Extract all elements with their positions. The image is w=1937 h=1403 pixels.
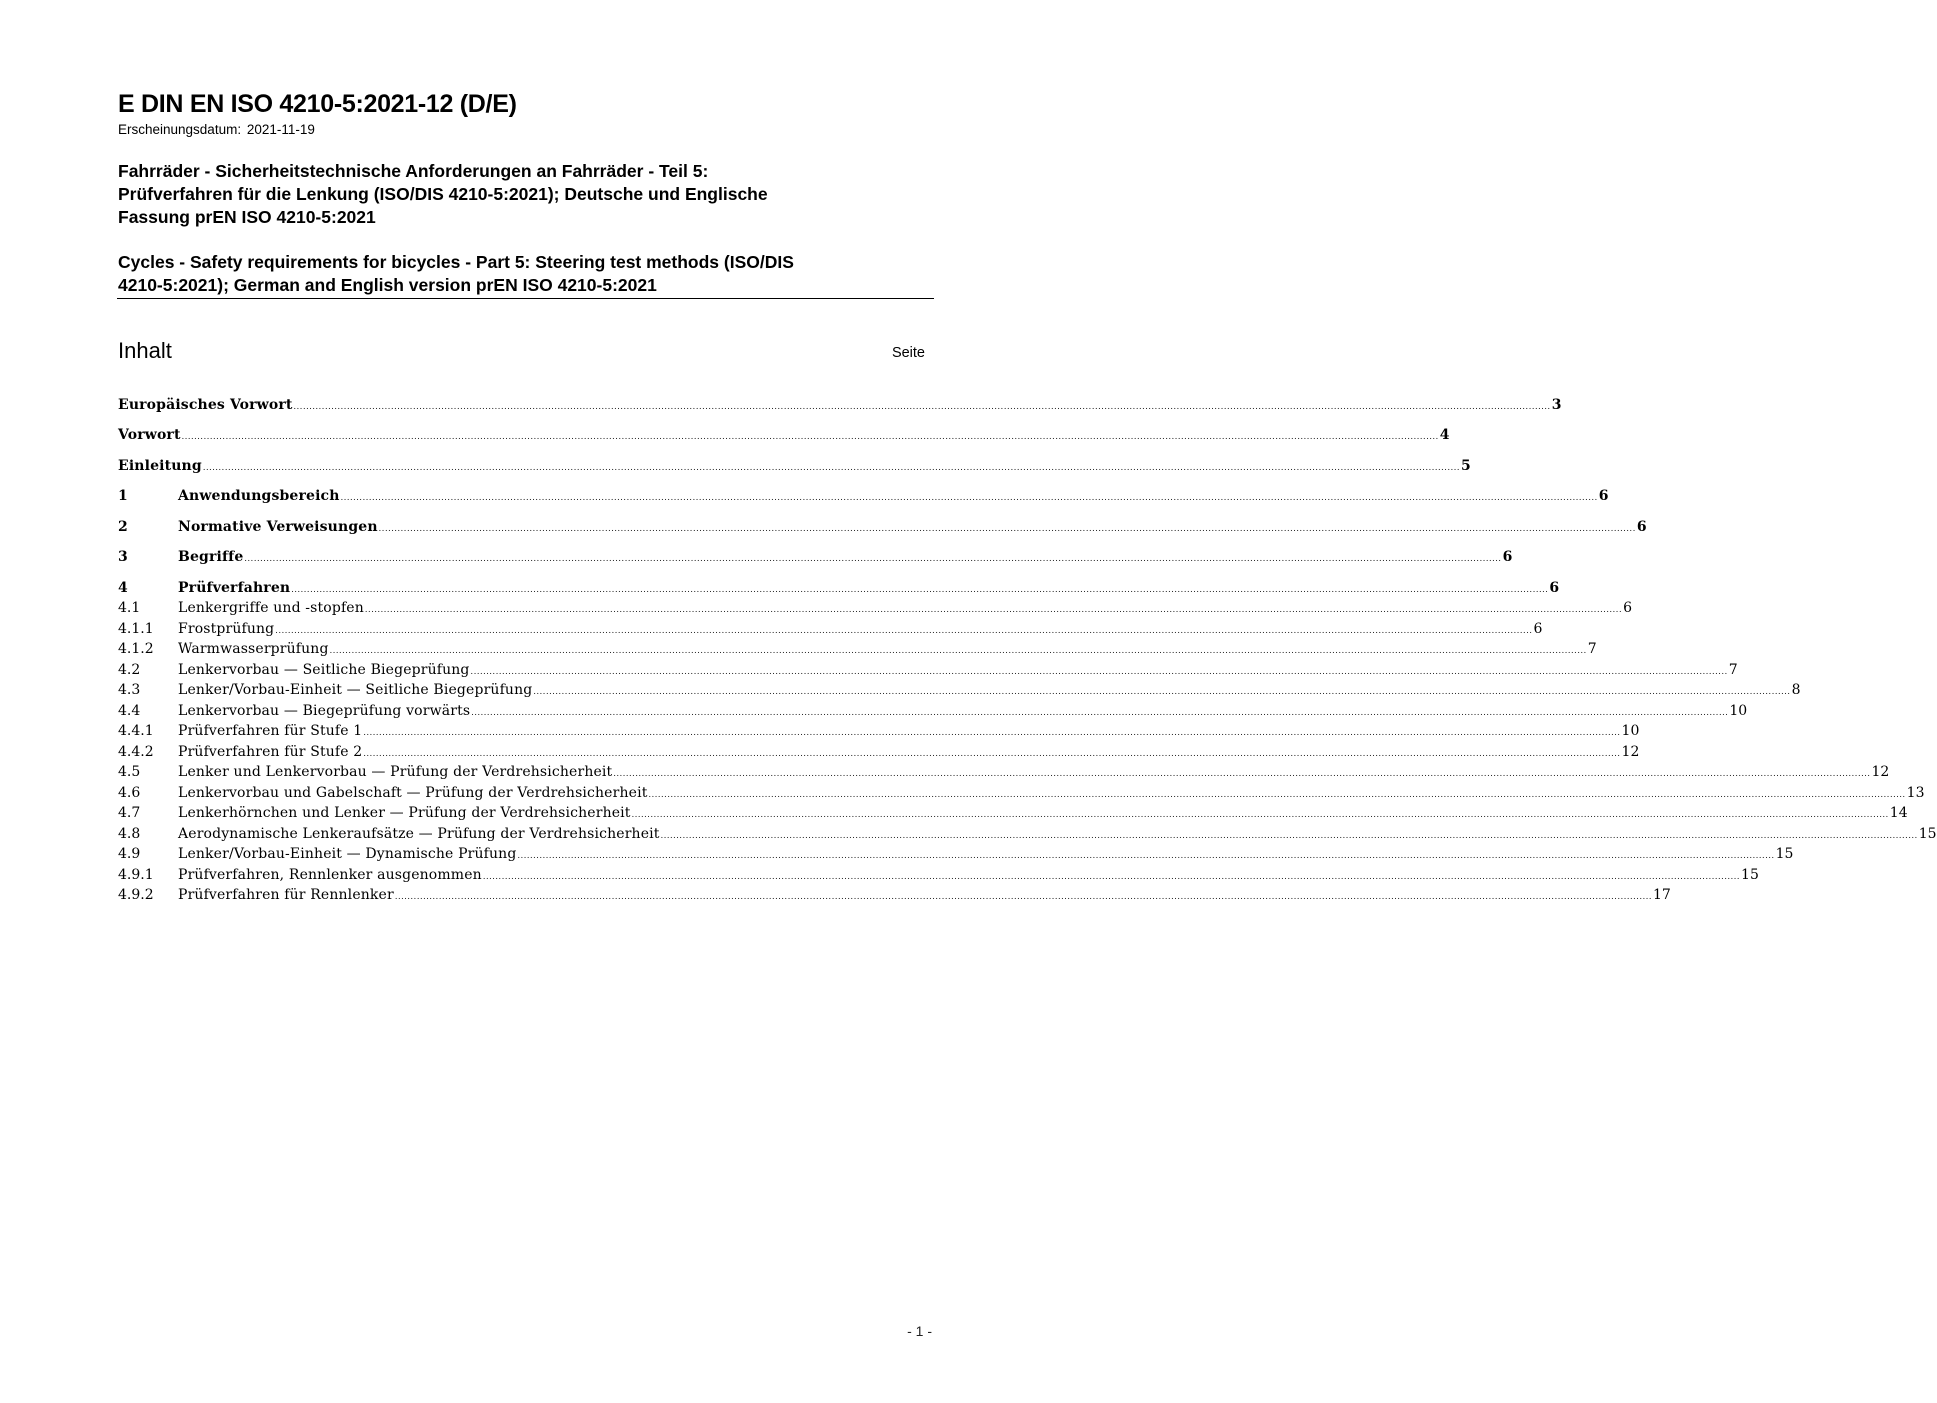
toc-entry-title: Begriffe bbox=[178, 549, 244, 565]
toc-entry-page: 15 bbox=[1775, 846, 1794, 862]
toc-entry-page: 6 bbox=[1623, 600, 1633, 616]
german-title-line: Fahrräder - Sicherheitstechnische Anforderungen an Fahrräder - Teil 5: bbox=[118, 161, 709, 181]
toc-dot-leader: ................................................................................................................................................................................................................................................................................................................................................................................................................ bbox=[340, 493, 1598, 502]
toc-entry-title: Lenkervorbau und Gabelschaft — Prüfung der Verdrehsicherheit bbox=[178, 785, 648, 801]
toc-entry-page: 12 bbox=[1871, 764, 1890, 780]
toc-dot-leader: ................................................................................................................................................................................................................................................................................................................................................................................................................ bbox=[613, 769, 1871, 778]
toc-entry-number: 4.4 bbox=[118, 703, 141, 719]
english-title-line: Cycles - Safety requirements for bicycles - Part 5: Steering test methods (ISO/DIS bbox=[118, 252, 794, 272]
toc-entry-number: 4.1.1 bbox=[118, 621, 154, 637]
toc-entry-number: 4.9 bbox=[118, 846, 141, 862]
english-title-line: 4210-5:2021); German and English version prEN ISO 4210-5:2021 bbox=[118, 275, 657, 295]
toc-entry[interactable] bbox=[118, 701, 1748, 721]
toc-entry-title: Prüfverfahren für Rennlenker bbox=[178, 887, 394, 903]
toc-entry-number: 1 bbox=[118, 488, 128, 504]
toc-entry-page: 14 bbox=[1889, 805, 1908, 821]
toc-entry-number: 2 bbox=[118, 519, 128, 535]
toc-dot-leader: ................................................................................................................................................................................................................................................................................................................................................................................................................ bbox=[329, 646, 1587, 655]
toc-entry-page: 5 bbox=[1461, 458, 1471, 474]
toc-dot-leader: ................................................................................................................................................................................................................................................................................................................................................................................................................ bbox=[275, 626, 1533, 635]
toc-entry-page: 15 bbox=[1741, 867, 1759, 883]
toc-dot-leader: ................................................................................................................................................................................................................................................................................................................................................................................................................ bbox=[244, 554, 1502, 563]
toc-entry-number: 4.2 bbox=[118, 662, 141, 678]
toc-dot-leader: ................................................................................................................................................................................................................................................................................................................................................................................................................ bbox=[631, 810, 1889, 819]
toc-entry[interactable] bbox=[118, 619, 1543, 639]
toc-entry-page: 10 bbox=[1729, 703, 1748, 719]
toc-entry[interactable] bbox=[118, 547, 1513, 567]
toc-entry-page: 8 bbox=[1791, 682, 1801, 698]
toc-entry-number: 4.7 bbox=[118, 805, 141, 821]
toc-entry[interactable] bbox=[118, 885, 1671, 905]
toc-entry-number: 4.4.2 bbox=[118, 744, 154, 760]
toc-entry-page: 6 bbox=[1598, 488, 1609, 504]
toc-entry-number: 4 bbox=[118, 580, 128, 596]
toc-entry-number: 4.9.2 bbox=[118, 887, 154, 903]
toc-entry-title: Frostprüfung bbox=[178, 621, 275, 637]
document-title: E DIN EN ISO 4210-5:2021-12 (D/E) bbox=[118, 90, 517, 118]
toc-entry[interactable] bbox=[118, 425, 1450, 445]
toc-entry-page: 6 bbox=[1533, 621, 1543, 637]
toc-dot-leader: ................................................................................................................................................................................................................................................................................................................................................................................................................ bbox=[364, 605, 1623, 614]
toc-entry[interactable] bbox=[118, 844, 1794, 864]
toc-entry-title: Prüfverfahren für Stufe 1 bbox=[178, 723, 363, 739]
toc-entry-number: 4.4.1 bbox=[118, 723, 154, 739]
toc-entry-number: 4.3 bbox=[118, 682, 141, 698]
toc-dot-leader: ................................................................................................................................................................................................................................................................................................................................................................................................................ bbox=[363, 749, 1621, 758]
toc-entry-title: Aerodynamische Lenkeraufsätze — Prüfung der Verdrehsicherheit bbox=[178, 826, 660, 842]
toc-entry-title: Prüfverfahren bbox=[178, 580, 291, 596]
toc-entry-title: Vorwort bbox=[118, 427, 181, 443]
toc-entry-page: 7 bbox=[1728, 662, 1738, 678]
toc-entry[interactable] bbox=[118, 639, 1597, 659]
german-title-line: Fassung prEN ISO 4210-5:2021 bbox=[118, 207, 376, 227]
toc-entry-title: Lenkervorbau — Biegeprüfung vorwärts bbox=[178, 703, 471, 719]
toc-entry-page: 12 bbox=[1621, 744, 1640, 760]
toc-entry-page: 6 bbox=[1636, 519, 1647, 535]
toc-entry[interactable] bbox=[118, 660, 1738, 680]
toc-dot-leader: ................................................................................................................................................................................................................................................................................................................................................................................................................ bbox=[363, 728, 1621, 737]
toc-entry-title: Lenkerhörnchen und Lenker — Prüfung der Verdrehsicherheit bbox=[178, 805, 631, 821]
toc-entry-page: 17 bbox=[1653, 887, 1671, 903]
toc-entry[interactable] bbox=[118, 824, 1937, 844]
toc-dot-leader: ................................................................................................................................................................................................................................................................................................................................................................................................................ bbox=[378, 524, 1636, 533]
toc-entry-page: 15 bbox=[1918, 826, 1937, 842]
toc-dot-leader: ................................................................................................................................................................................................................................................................................................................................................................................................................ bbox=[517, 851, 1775, 860]
toc-entry-page: 7 bbox=[1587, 641, 1597, 657]
toc-entry-title: Anwendungsbereich bbox=[178, 488, 340, 504]
toc-entry-title: Einleitung bbox=[118, 458, 202, 474]
toc-entry-title: Lenkervorbau — Seitliche Biegeprüfung bbox=[178, 662, 470, 678]
toc-entry[interactable] bbox=[118, 395, 1562, 415]
toc-dot-leader: ................................................................................................................................................................................................................................................................................................................................................................................................................ bbox=[291, 585, 1549, 594]
toc-entry-page: 6 bbox=[1502, 549, 1513, 565]
toc-entry-number: 4.9.1 bbox=[118, 867, 154, 883]
toc-entry-title: Normative Verweisungen bbox=[178, 519, 378, 535]
toc-entry-title: Europäisches Vorwort bbox=[118, 397, 293, 413]
toc-entry[interactable] bbox=[118, 486, 1609, 506]
toc-entry[interactable] bbox=[118, 598, 1633, 618]
toc-entry[interactable] bbox=[118, 762, 1890, 782]
toc-page-label: Seite bbox=[891, 345, 925, 361]
german-title-line: Prüfverfahren für die Lenkung (ISO/DIS 4210-5:2021); Deutsche und Englische bbox=[118, 184, 768, 204]
toc-entry[interactable] bbox=[118, 742, 1640, 762]
toc-entry-page: 4 bbox=[1439, 427, 1450, 443]
toc-entry-title: Lenker/Vorbau-Einheit — Seitliche Biegeprüfung bbox=[178, 682, 533, 698]
toc-entry[interactable] bbox=[118, 517, 1647, 537]
toc-entry[interactable] bbox=[118, 680, 1801, 700]
toc-entry[interactable] bbox=[118, 578, 1560, 598]
toc-entry-page: 3 bbox=[1551, 397, 1562, 413]
toc-entry-number: 4.1.2 bbox=[118, 641, 154, 657]
toc-dot-leader: ................................................................................................................................................................................................................................................................................................................................................................................................................ bbox=[470, 667, 1728, 676]
page-number: - 1 - bbox=[907, 1323, 932, 1339]
toc-entry[interactable] bbox=[118, 721, 1640, 741]
toc-dot-leader: ................................................................................................................................................................................................................................................................................................................................................................................................................ bbox=[471, 708, 1729, 717]
toc-entry-page: 6 bbox=[1549, 580, 1560, 596]
toc-dot-leader: ................................................................................................................................................................................................................................................................................................................................................................................................................ bbox=[648, 790, 1906, 799]
toc-heading: Inhalt bbox=[118, 338, 172, 363]
toc-entry-title: Lenker/Vorbau-Einheit — Dynamische Prüfung bbox=[178, 846, 517, 862]
toc-dot-leader: ................................................................................................................................................................................................................................................................................................................................................................................................................ bbox=[181, 432, 1439, 441]
table-of-contents bbox=[118, 0, 1937, 1403]
toc-entry-title: Prüfverfahren für Stufe 2 bbox=[178, 744, 363, 760]
publication-date-value: 2021-11-19 bbox=[246, 122, 315, 137]
toc-dot-leader: ................................................................................................................................................................................................................................................................................................................................................................................................................ bbox=[533, 687, 1791, 696]
toc-dot-leader: ................................................................................................................................................................................................................................................................................................................................................................................................................ bbox=[660, 831, 1918, 840]
toc-entry[interactable] bbox=[118, 865, 1759, 885]
toc-entry-page: 13 bbox=[1906, 785, 1925, 801]
toc-entry-number: 4.8 bbox=[118, 826, 141, 842]
toc-entry-number: 4.5 bbox=[118, 764, 141, 780]
toc-entry-title: Prüfverfahren, Rennlenker ausgenommen bbox=[178, 867, 482, 883]
toc-dot-leader: ................................................................................................................................................................................................................................................................................................................................................................................................................ bbox=[202, 463, 1461, 472]
toc-entry[interactable] bbox=[118, 456, 1471, 476]
toc-entry-title: Warmwasserprüfung bbox=[178, 641, 329, 657]
toc-dot-leader: ................................................................................................................................................................................................................................................................................................................................................................................................................ bbox=[394, 892, 1653, 901]
toc-dot-leader: ................................................................................................................................................................................................................................................................................................................................................................................................................ bbox=[293, 402, 1551, 411]
toc-entry[interactable] bbox=[118, 803, 1908, 823]
toc-entry-number: 4.1 bbox=[118, 600, 141, 616]
toc-entry-title: Lenkergriffe und -stopfen bbox=[178, 600, 364, 616]
toc-entry-number: 3 bbox=[118, 549, 128, 565]
toc-entry-number: 4.6 bbox=[118, 785, 141, 801]
toc-entry-title: Lenker und Lenkervorbau — Prüfung der Verdrehsicherheit bbox=[178, 764, 613, 780]
toc-dot-leader: ................................................................................................................................................................................................................................................................................................................................................................................................................ bbox=[482, 872, 1741, 881]
toc-entry[interactable] bbox=[118, 783, 1925, 803]
publication-date-label: Erscheinungsdatum: bbox=[118, 122, 242, 137]
toc-entry-page: 10 bbox=[1621, 723, 1640, 739]
